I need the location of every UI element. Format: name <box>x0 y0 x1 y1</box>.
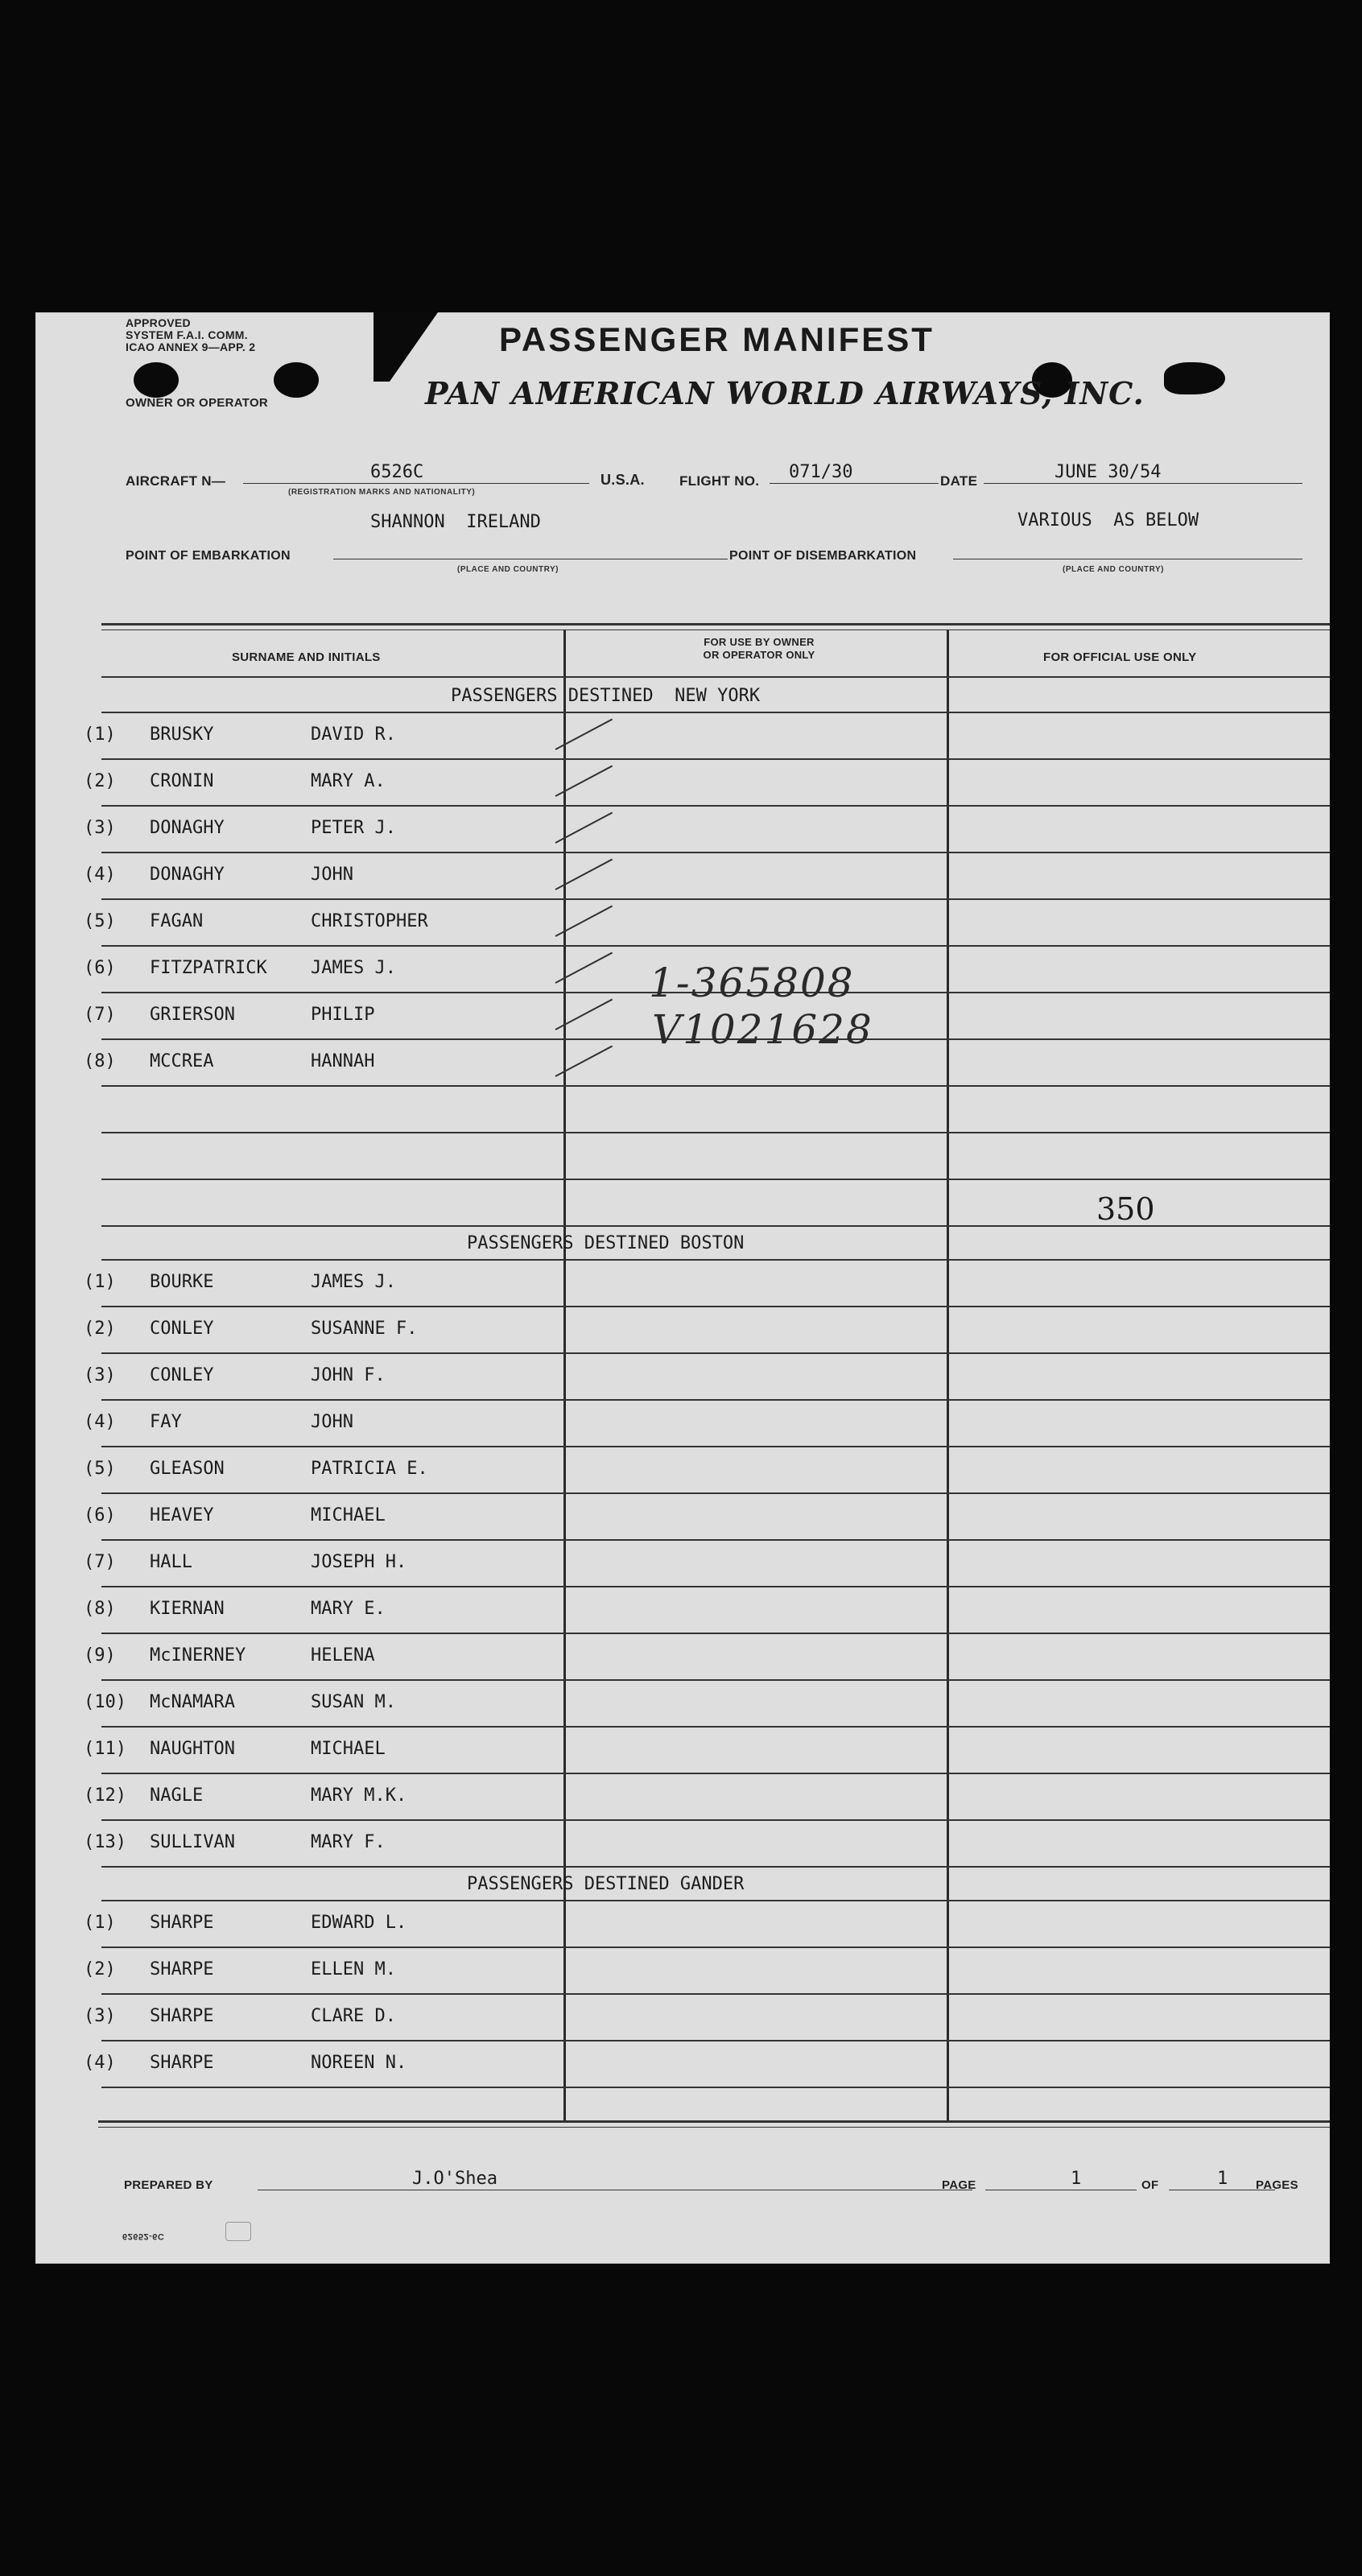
table-row <box>35 852 1330 898</box>
row-number: (5) <box>84 911 116 931</box>
approval-line: APPROVED <box>126 316 191 329</box>
table-top-rule <box>101 623 1330 625</box>
flight-number: 071/30 <box>789 462 853 482</box>
column-header-official-use: FOR OFFICIAL USE ONLY <box>1043 650 1197 664</box>
punch-hole-torn <box>1164 362 1225 394</box>
passenger-surname: CONLEY <box>150 1365 214 1385</box>
blank-row-rule <box>101 1132 1330 1133</box>
aircraft-label: AIRCRAFT N— <box>126 473 226 489</box>
handwritten-note-fitzpatrick: 1-365808 <box>649 960 855 1006</box>
section-heading: PASSENGERS DESTINED GANDER <box>467 1874 745 1894</box>
page-title: PASSENGER MANIFEST <box>499 320 935 358</box>
row-number: (6) <box>84 1505 116 1525</box>
manifest-sheet <box>35 312 1330 2264</box>
passenger-given-names: MARY A. <box>311 771 386 791</box>
flight-label: FLIGHT NO. <box>679 473 760 489</box>
flight-date: JUNE 30/54 <box>1055 462 1162 482</box>
page-label: PAGE <box>942 2178 976 2192</box>
passenger-given-names: PETER J. <box>311 818 396 838</box>
row-number: (3) <box>84 818 116 838</box>
form-code: 62652-6C <box>122 2231 165 2241</box>
column-header-owner-use: FOR USE BY OWNER OR OPERATOR ONLY <box>703 636 815 661</box>
passenger-given-names: HANNAH <box>311 1051 375 1071</box>
table-row <box>35 1993 1330 2040</box>
passenger-surname: DONAGHY <box>150 865 225 885</box>
passenger-surname: DONAGHY <box>150 818 225 838</box>
registration-caption: (REGISTRATION MARKS AND NATIONALITY) <box>288 488 476 497</box>
row-number: (1) <box>84 724 116 745</box>
row-number: (2) <box>84 771 116 791</box>
disembarkation-value: VARIOUS AS BELOW <box>1017 510 1199 530</box>
official-number: 350 <box>1096 1191 1155 1227</box>
row-number: (1) <box>84 1913 116 1933</box>
passenger-surname: FAY <box>150 1412 182 1432</box>
table-bottom-rule <box>98 2120 1330 2123</box>
table-row <box>35 1306 1330 1352</box>
passenger-surname: CONLEY <box>150 1319 214 1339</box>
row-number: (2) <box>84 1319 116 1339</box>
passenger-given-names: JOHN <box>311 865 353 885</box>
table-row <box>35 1586 1330 1633</box>
approval-line: ICAO ANNEX 9—APP. 2 <box>126 341 256 353</box>
table-row <box>35 1446 1330 1492</box>
aircraft-number: 6526C <box>370 462 424 482</box>
aircraft-underline <box>243 483 589 484</box>
table-row <box>35 1352 1330 1399</box>
passenger-given-names: MARY F. <box>311 1832 386 1852</box>
row-number: (3) <box>84 2006 116 2026</box>
date-underline <box>984 483 1302 484</box>
passenger-surname: SHARPE <box>150 1959 214 1979</box>
passenger-given-names: PATRICIA E. <box>311 1459 428 1479</box>
table-row <box>35 1679 1330 1726</box>
approval-line: SYSTEM F.A.I. COMM. <box>126 328 248 341</box>
passenger-given-names: HELENA <box>311 1645 375 1666</box>
table-row <box>35 1492 1330 1539</box>
passenger-given-names: CHRISTOPHER <box>311 911 428 931</box>
passenger-surname: FITZPATRICK <box>150 958 267 978</box>
passenger-surname: HEAVEY <box>150 1505 214 1525</box>
table-row <box>35 1539 1330 1586</box>
handwritten-note-grierson: V1021628 <box>652 1006 873 1053</box>
row-number: (7) <box>84 1005 116 1025</box>
table-row <box>35 712 1330 758</box>
passenger-given-names: SUSANNE F. <box>311 1319 418 1339</box>
date-label: DATE <box>940 473 978 489</box>
airline-name: PAN AMERICAN WORLD AIRWAYS, INC. <box>425 375 1145 411</box>
row-number: (1) <box>84 1272 116 1292</box>
pages-label: PAGES <box>1256 2178 1298 2192</box>
row-number: (12) <box>84 1785 126 1806</box>
header-bottom-rule <box>101 676 1330 678</box>
table-row <box>35 1946 1330 1993</box>
row-number: (2) <box>84 1959 116 1979</box>
disembarkation-label: POINT OF DISEMBARKATION <box>729 549 917 563</box>
row-number: (11) <box>84 1739 126 1759</box>
table-row <box>35 1259 1330 1306</box>
passenger-surname: NAUGHTON <box>150 1739 235 1759</box>
table-row <box>35 1399 1330 1446</box>
usa-label: U.S.A. <box>601 472 645 488</box>
row-rule <box>101 2087 1330 2088</box>
blank-row-rule <box>101 1179 1330 1180</box>
passenger-given-names: JOHN F. <box>311 1365 386 1385</box>
row-number: (8) <box>84 1051 116 1071</box>
row-number: (10) <box>84 1692 126 1712</box>
passenger-surname: KIERNAN <box>150 1599 225 1619</box>
passenger-given-names: SUSAN M. <box>311 1692 396 1712</box>
punch-hole-left <box>134 362 179 398</box>
table-row <box>35 1633 1330 1679</box>
place-caption-disembarkation: (PLACE AND COUNTRY) <box>1063 565 1164 574</box>
page-number: 1 <box>1071 2169 1082 2189</box>
passenger-given-names: JOHN <box>311 1412 353 1432</box>
table-row <box>35 758 1330 805</box>
row-number: (8) <box>84 1599 116 1619</box>
section-heading: PASSENGERS DESTINED BOSTON <box>467 1233 745 1253</box>
approval-block <box>126 317 255 353</box>
owner-label: OWNER OR OPERATOR <box>126 396 269 410</box>
row-number: (4) <box>84 2053 116 2073</box>
column-header-surname: SURNAME AND INITIALS <box>232 650 381 664</box>
passenger-given-names: MARY M.K. <box>311 1785 407 1806</box>
row-number: (4) <box>84 1412 116 1432</box>
passenger-given-names: EDWARD L. <box>311 1913 407 1933</box>
flight-underline <box>770 483 939 484</box>
row-number: (4) <box>84 865 116 885</box>
table-row <box>35 1819 1330 1866</box>
printer-mark-icon <box>225 2222 251 2241</box>
table-row <box>35 898 1330 945</box>
row-number: (13) <box>84 1832 126 1852</box>
punch-hole-mid <box>274 362 319 398</box>
place-caption-embarkation: (PLACE AND COUNTRY) <box>457 565 559 574</box>
passenger-surname: MCCREA <box>150 1051 214 1071</box>
passenger-surname: McINERNEY <box>150 1645 246 1666</box>
torn-corner <box>374 312 438 382</box>
passenger-surname: BOURKE <box>150 1272 214 1292</box>
embarkation-label: POINT OF EMBARKATION <box>126 549 291 563</box>
passenger-given-names: CLARE D. <box>311 2006 396 2026</box>
passenger-given-names: PHILIP <box>311 1005 375 1025</box>
section-heading: PASSENGERS DESTINED NEW YORK <box>451 686 761 706</box>
passenger-surname: SHARPE <box>150 2053 214 2073</box>
table-row <box>35 1726 1330 1773</box>
row-number: (3) <box>84 1365 116 1385</box>
table-row <box>35 1900 1330 1946</box>
row-number: (6) <box>84 958 116 978</box>
table-row <box>35 1773 1330 1819</box>
passenger-given-names: ELLEN M. <box>311 1959 396 1979</box>
passenger-surname: BRUSKY <box>150 724 214 745</box>
passenger-surname: SULLIVAN <box>150 1832 235 1852</box>
of-label: OF <box>1141 2178 1159 2192</box>
row-number: (5) <box>84 1459 116 1479</box>
passenger-surname: HALL <box>150 1552 192 1572</box>
page-total: 1 <box>1217 2169 1228 2189</box>
passenger-given-names: NOREEN N. <box>311 2053 407 2073</box>
row-number: (7) <box>84 1552 116 1572</box>
passenger-given-names: MICHAEL <box>311 1505 386 1525</box>
passenger-given-names: DAVID R. <box>311 724 396 745</box>
prepared-by-name: J.O'Shea <box>412 2169 497 2189</box>
passenger-surname: CRONIN <box>150 771 214 791</box>
passenger-surname: McNAMARA <box>150 1692 235 1712</box>
row-number: (9) <box>84 1645 116 1666</box>
passenger-surname: SHARPE <box>150 1913 214 1933</box>
passenger-surname: FAGAN <box>150 911 204 931</box>
passenger-surname: GLEASON <box>150 1459 225 1479</box>
table-bottom-rule-2 <box>98 2127 1330 2128</box>
row-rule <box>101 1866 1330 1868</box>
passenger-given-names: JOSEPH H. <box>311 1552 407 1572</box>
passenger-surname: SHARPE <box>150 2006 214 2026</box>
row-rule <box>101 1085 1330 1087</box>
passenger-given-names: MICHAEL <box>311 1739 386 1759</box>
table-row <box>35 805 1330 852</box>
passenger-given-names: MARY E. <box>311 1599 386 1619</box>
table-row <box>35 2040 1330 2087</box>
passenger-surname: GRIERSON <box>150 1005 235 1025</box>
passenger-given-names: JAMES J. <box>311 958 396 978</box>
embarkation-value: SHANNON IRELAND <box>370 512 541 532</box>
passenger-surname: NAGLE <box>150 1785 204 1806</box>
passenger-given-names: JAMES J. <box>311 1272 396 1292</box>
prepared-by-label: PREPARED BY <box>124 2178 213 2192</box>
